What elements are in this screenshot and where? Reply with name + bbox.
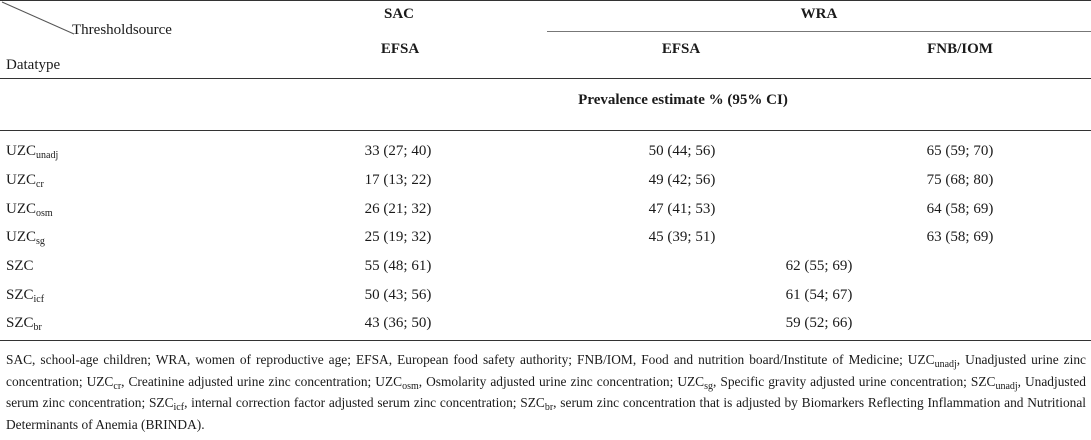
cell-sac-efsa: 55 (48; 61): [364, 258, 432, 274]
header-rule: [0, 78, 1091, 79]
row-label-subscript: sg: [36, 236, 45, 247]
footnote-subscript: icf: [173, 402, 185, 413]
cell-sac-efsa: 26 (21; 32): [364, 201, 432, 217]
cell-wra-efsa: 47 (41; 53): [648, 201, 716, 217]
table-footnote: [6, 349, 1086, 435]
footnote-text: , Unadjusted serum zinc concentration; SZC: [6, 373, 1086, 410]
row-label-subscript: unadj: [36, 150, 59, 161]
wra-underline: [547, 31, 1091, 32]
footnote-subscript: cr: [113, 380, 122, 392]
footnote-subscript: sg: [704, 380, 714, 392]
cell-sac-efsa: 50 (43; 56): [364, 287, 432, 303]
row-label: [6, 229, 45, 246]
row-label: [6, 172, 44, 189]
row-label-subscript: cr: [36, 179, 44, 190]
top-rule: [0, 0, 1091, 1]
row-label: [6, 201, 53, 218]
cell-wra-merged: 59 (52; 66): [785, 315, 853, 331]
cell-sac-efsa: 25 (19; 32): [364, 229, 432, 245]
cell-wra-efsa: 49 (42; 56): [648, 172, 716, 188]
threshold-source-label: Thresholdsource: [72, 22, 172, 38]
cell-sac-efsa: 43 (36; 50): [364, 315, 432, 331]
row-label-base: SZC: [6, 287, 34, 303]
sac-efsa-header: EFSA: [380, 41, 420, 57]
cell-wra-fnb-iom: 65 (59; 70): [926, 143, 994, 159]
footnote-text: , serum zinc concentration that is adjusted by Biomarkers Reflecting Inflammation and Nutritional Determinants of Anemia (BRINDA).: [6, 395, 1086, 432]
footnote-subscript: br: [544, 402, 554, 413]
footnote-text: SAC, school-age children; WRA, women of reproductive age; EFSA, European food safety authority; FNB/IOM, Food and nutrition board/Institute of Medicine; UZC: [6, 352, 935, 367]
row-label-base: UZC: [6, 172, 36, 188]
wra-fnb-iom-header: FNB/IOM: [927, 41, 993, 57]
row-label-base: SZC: [6, 315, 34, 331]
row-label-base: UZC: [6, 229, 36, 245]
cell-wra-efsa: 45 (39; 51): [648, 229, 716, 245]
group-sac-header: SAC: [383, 6, 415, 22]
cell-wra-fnb-iom: 63 (58; 69): [926, 229, 994, 245]
footnote-text: , Unadjusted urine zinc concentration; UZC: [6, 352, 1086, 389]
footnote-subscript: unadj: [995, 380, 1018, 392]
cell-sac-efsa: 33 (27; 40): [364, 143, 432, 159]
footnote-text: , Specific gravity adjusted urine concentration; SZC: [713, 373, 996, 389]
span-rule: [0, 130, 1091, 131]
cell-wra-merged: 62 (55; 69): [785, 258, 853, 274]
footnote-text: , Creatinine adjusted urine zinc concentration; UZC: [121, 373, 403, 389]
row-label: [6, 287, 44, 304]
row-label-subscript: br: [33, 322, 42, 333]
row-label-base: UZC: [6, 143, 36, 159]
footnote-subscript: osm: [402, 380, 419, 392]
row-label: [6, 315, 42, 332]
corner-diagonal-line: [0, 0, 80, 40]
row-label-subscript: icf: [33, 294, 45, 305]
body-rule: [0, 340, 1091, 341]
prevalence-estimate-header: Prevalence estimate % (95% CI): [578, 92, 788, 108]
wra-efsa-header: EFSA: [661, 41, 701, 57]
cell-wra-efsa: 50 (44; 56): [648, 143, 716, 159]
row-label-base: UZC: [6, 201, 36, 217]
row-label-base: SZC: [6, 258, 34, 274]
footnote-subscript: unadj: [934, 359, 957, 370]
footnote-text: , Osmolarity adjusted urine zinc concentration; UZC: [418, 373, 705, 389]
cell-wra-fnb-iom: 75 (68; 80): [926, 172, 994, 188]
row-label: [6, 143, 58, 160]
datatype-label: Datatype: [6, 57, 61, 73]
footnote-text: , internal correction factor adjusted serum zinc concentration; SZC: [184, 395, 545, 410]
row-label-subscript: osm: [36, 208, 53, 219]
cell-wra-merged: 61 (54; 67): [785, 287, 853, 303]
cell-sac-efsa: 17 (13; 22): [364, 172, 432, 188]
row-label: [6, 258, 34, 275]
cell-wra-fnb-iom: 64 (58; 69): [926, 201, 994, 217]
group-wra-header: WRA: [800, 6, 838, 22]
